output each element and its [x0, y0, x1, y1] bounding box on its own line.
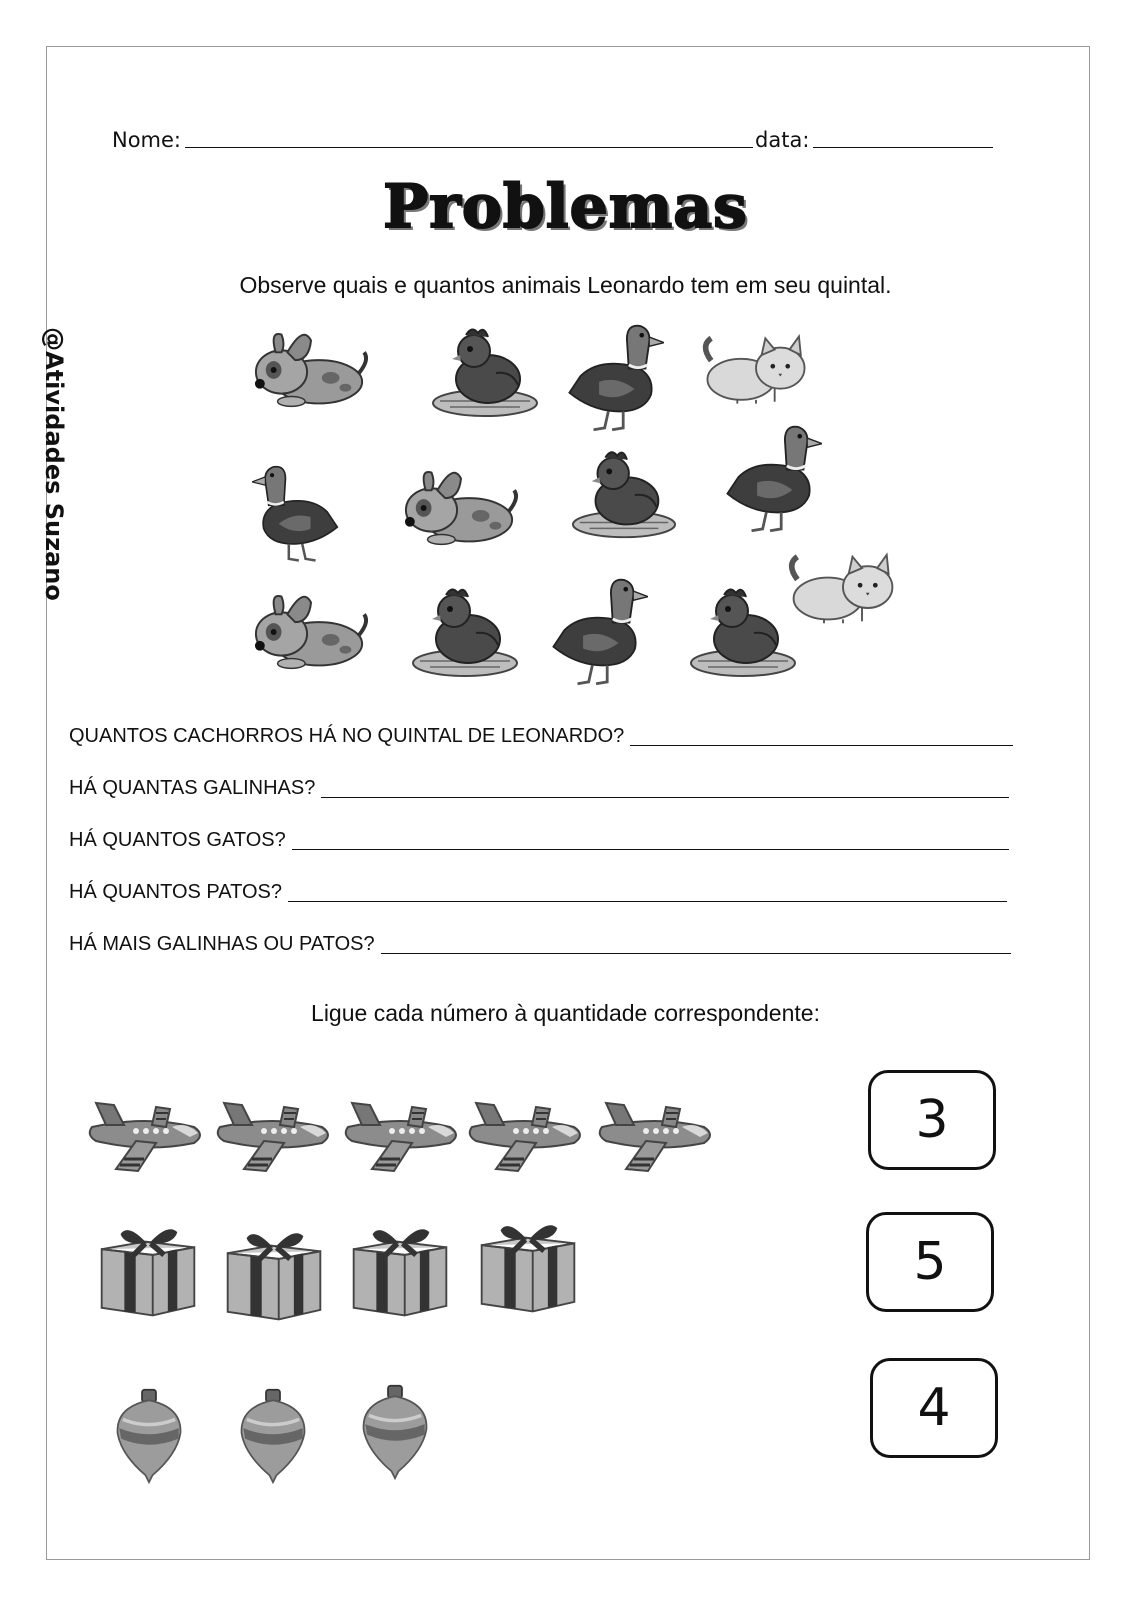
matching-instruction: Ligue cada número à quantidade correspondente: [311, 1000, 820, 1026]
gift-icon [476, 1218, 580, 1314]
question-text: HÁ MAIS GALINHAS OU PATOS? [69, 933, 375, 955]
gift-icon [222, 1226, 326, 1322]
airplane-icon [214, 1094, 334, 1180]
duck-icon [720, 416, 822, 538]
dog-icon [252, 584, 370, 680]
answer-line[interactable] [381, 933, 1011, 954]
question-more [69, 926, 1011, 956]
hen-icon [410, 578, 520, 686]
number-label: 5 [913, 1232, 947, 1292]
airplane-icon [86, 1094, 206, 1180]
watermark-text: @Atividades Suzano [40, 327, 68, 601]
hen-icon [430, 318, 540, 426]
spinning-top-icon [110, 1388, 188, 1484]
question-text: QUANTOS CACHORROS HÁ NO QUINTAL DE LEONARDO? [69, 725, 625, 747]
cat-icon [700, 326, 812, 414]
number-label: 3 [915, 1090, 949, 1150]
number-box[interactable] [870, 1358, 998, 1458]
cat-icon [786, 546, 900, 632]
question-hens [69, 770, 1009, 800]
dog-icon [252, 322, 370, 418]
airplane-icon [596, 1094, 716, 1180]
question-dogs [69, 718, 1013, 748]
spinning-top-icon [234, 1388, 312, 1484]
name-field[interactable] [185, 125, 753, 148]
gift-icon [96, 1222, 200, 1318]
page-title: Problemas [383, 172, 748, 242]
number-box[interactable] [866, 1212, 994, 1312]
date-field[interactable] [813, 125, 993, 148]
airplane-icon [466, 1094, 586, 1180]
answer-line[interactable] [321, 777, 1009, 798]
duck-icon [546, 572, 648, 688]
answer-line[interactable] [292, 829, 1009, 850]
duck-icon [252, 452, 344, 572]
question-cats [69, 822, 1009, 852]
header-line [112, 118, 1024, 152]
hen-icon [570, 440, 678, 548]
duck-icon [562, 318, 664, 434]
number-label: 4 [917, 1378, 951, 1438]
watermark [32, 327, 76, 601]
hen-icon [688, 578, 798, 686]
answer-line[interactable] [630, 725, 1013, 746]
question-text: HÁ QUANTAS GALINHAS? [69, 777, 316, 799]
airplane-icon [342, 1094, 462, 1180]
date-label: data: [755, 128, 810, 152]
dog-icon [402, 460, 520, 556]
question-text: HÁ QUANTOS GATOS? [69, 829, 286, 851]
question-ducks [69, 874, 1007, 904]
gift-icon [348, 1222, 452, 1318]
answer-line[interactable] [288, 881, 1007, 902]
question-text: HÁ QUANTOS PATOS? [69, 881, 283, 903]
spinning-top-icon [356, 1384, 434, 1480]
number-box[interactable] [868, 1070, 996, 1170]
name-label: Nome: [112, 128, 182, 152]
instruction: Observe quais e quantos animais Leonardo tem em seu quintal. [239, 272, 892, 298]
